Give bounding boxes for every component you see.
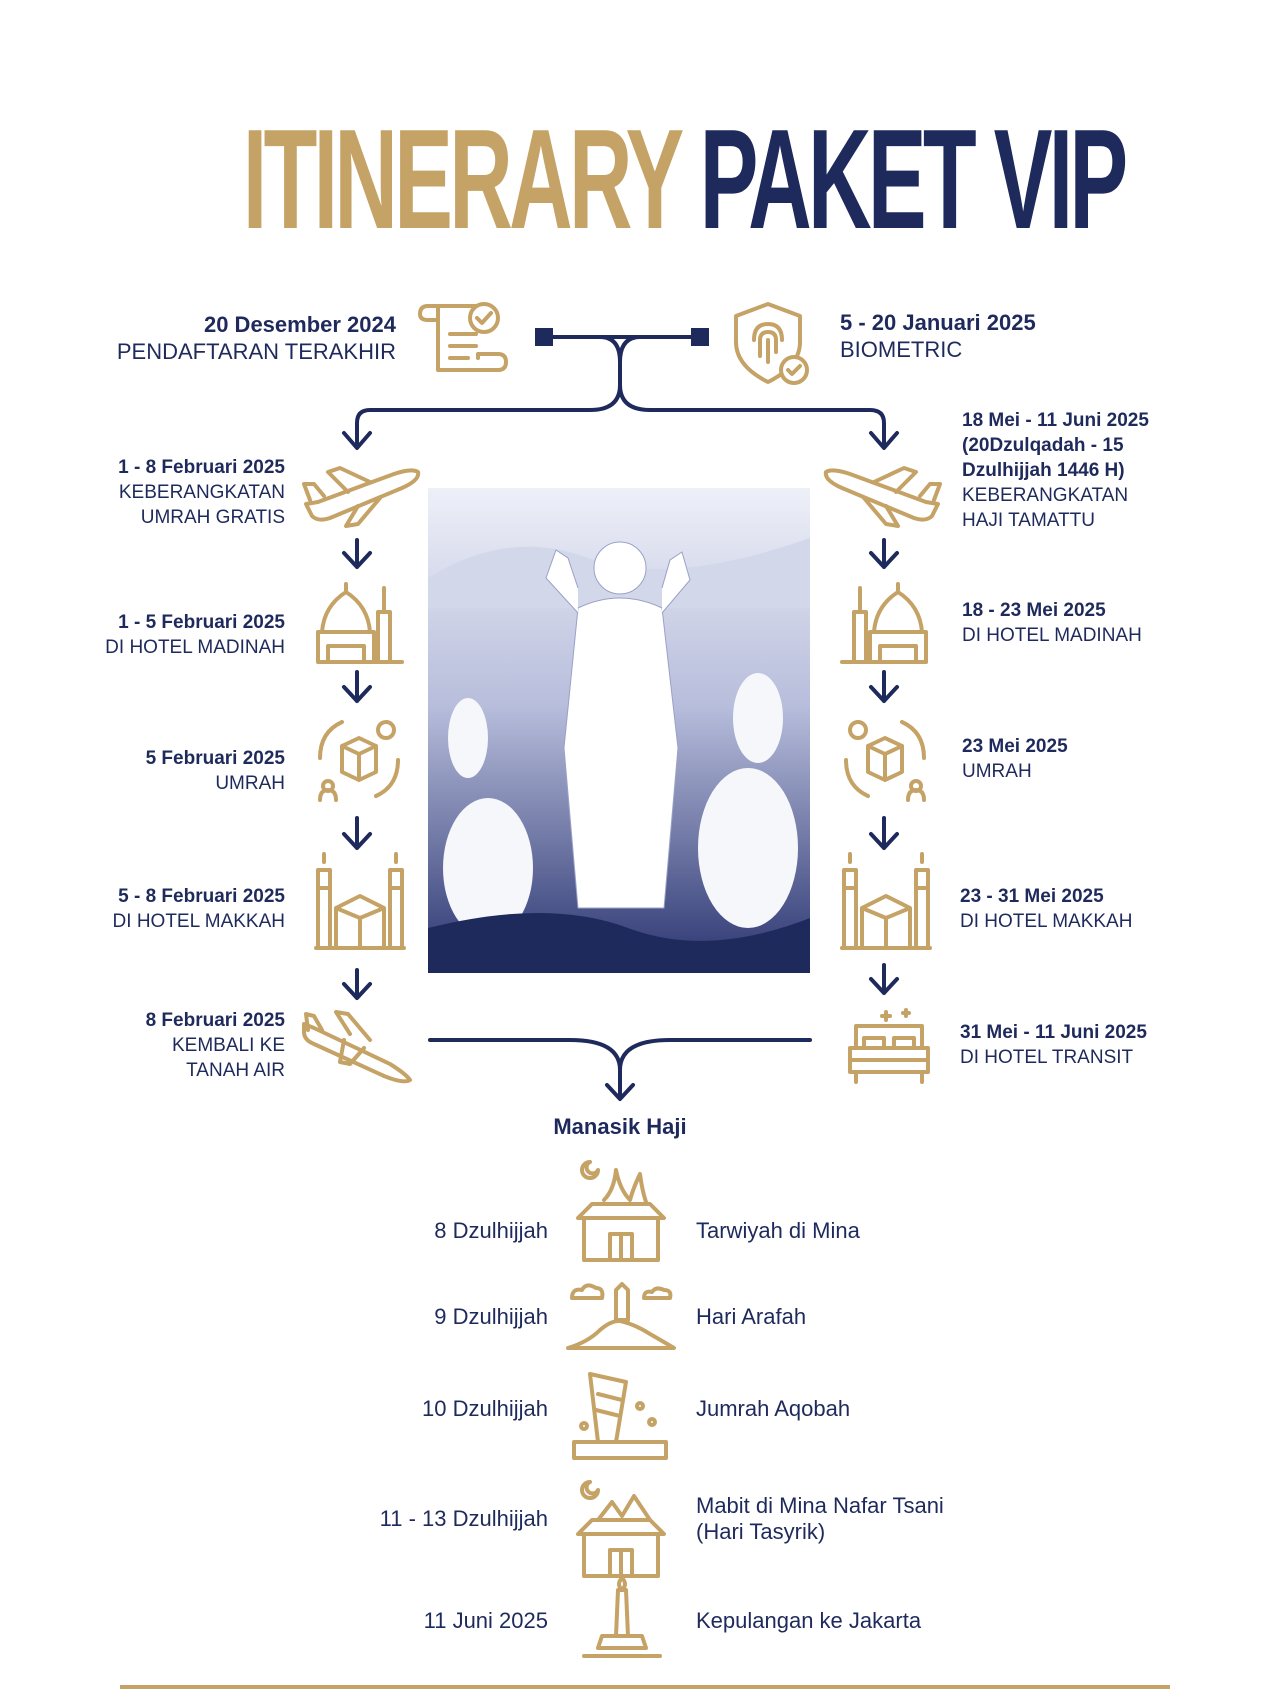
- umrah-step-5-label: KEMBALI KE TANAH AIR: [172, 1035, 285, 1081]
- hajj-step-4: [960, 884, 1260, 934]
- hajj-step-3-date: 23 Mei 2025: [962, 736, 1068, 757]
- manasik-activity-4: Mabit di Mina Nafar Tsani (Hari Tasyrik): [696, 1493, 944, 1544]
- umrah-step-4-label: DI HOTEL MAKKAH: [112, 911, 285, 932]
- manasik-title: Manasik Haji: [553, 1114, 687, 1139]
- airplane-icon: [818, 460, 944, 530]
- jamarat-pillar-icon: [570, 1370, 670, 1462]
- manasik-activity-5: Kepulangan ke Jakarta: [696, 1608, 922, 1633]
- bed-icon: [846, 1008, 932, 1086]
- manasik-activity-1: Tarwiyah di Mina: [696, 1218, 860, 1243]
- manasik-day-1: 8 Dzulhijjah: [434, 1218, 548, 1243]
- title-part-2: PAKET VIP: [699, 100, 1125, 259]
- fingerprint-shield-icon: [730, 300, 814, 388]
- tent-icon: [574, 1476, 668, 1580]
- pilgrim-photo: [428, 488, 810, 973]
- bottom-divider: [120, 1685, 1170, 1689]
- umrah-step-1: [40, 455, 285, 530]
- umrah-step-4: [40, 884, 285, 934]
- mount-arafah-icon: [564, 1280, 678, 1352]
- manasik-day-2: 9 Dzulhijjah: [434, 1304, 548, 1329]
- biometric-step: [840, 309, 1200, 363]
- kaaba-minaret-icon: [314, 848, 406, 952]
- umrah-step-4-date: 5 - 8 Februari 2025: [118, 886, 285, 907]
- umrah-step-3-date: 5 Februari 2025: [145, 748, 285, 769]
- manasik-activity-2: Hari Arafah: [696, 1304, 807, 1329]
- umrah-step-1-date: 1 - 8 Februari 2025: [118, 457, 285, 478]
- hajj-step-5-label: DI HOTEL TRANSIT: [960, 1047, 1134, 1068]
- registration-step: [30, 311, 396, 365]
- hajj-step-3-label: UMRAH: [962, 761, 1032, 782]
- biometric-label: BIOMETRIC: [840, 337, 963, 362]
- umrah-step-5: [40, 1008, 285, 1083]
- hajj-step-5: [960, 1020, 1260, 1070]
- scroll-check-icon: [418, 298, 508, 380]
- manasik-day-4: 11 - 13 Dzulhijjah: [379, 1506, 548, 1531]
- hajj-step-4-label: DI HOTEL MAKKAH: [960, 911, 1133, 932]
- kaaba-cycle-icon: [840, 716, 930, 802]
- manasik-activity-3: Jumrah Aqobah: [696, 1396, 851, 1421]
- title-part-1: ITINERARY: [242, 100, 679, 259]
- registration-date: 20 Desember 2024: [203, 312, 396, 337]
- airplane-icon: [300, 1000, 416, 1086]
- hajj-step-3: [962, 734, 1262, 784]
- mosque-dome-icon: [840, 580, 930, 666]
- mosque-dome-icon: [314, 580, 404, 666]
- hajj-step-1-date: 18 Mei - 11 Juni 2025 (20Dzulqadah - 15 Dzulhijjah 1446 H): [962, 410, 1149, 481]
- hajj-step-4-date: 23 - 31 Mei 2025: [960, 886, 1104, 907]
- umrah-step-2-label: DI HOTEL MADINAH: [105, 637, 285, 658]
- hajj-step-5-date: 31 Mei - 11 Juni 2025: [960, 1022, 1147, 1043]
- hajj-step-1-label: KEBERANGKATAN HAJI TAMATTU: [962, 485, 1129, 531]
- umrah-step-1-label: KEBERANGKATAN UMRAH GRATIS: [118, 482, 285, 528]
- hajj-step-2-date: 18 - 23 Mei 2025: [962, 600, 1106, 621]
- manasik-day-5: 11 Juni 2025: [423, 1608, 548, 1633]
- hajj-step-2-label: DI HOTEL MADINAH: [962, 625, 1142, 646]
- monas-monument-icon: [580, 1576, 664, 1660]
- hajj-step-1: [962, 408, 1262, 533]
- umrah-step-3: [40, 746, 285, 796]
- umrah-step-3-label: UMRAH: [215, 773, 285, 794]
- umrah-step-5-date: 8 Februari 2025: [145, 1010, 285, 1031]
- tent-icon: [574, 1156, 668, 1264]
- umrah-step-2: [40, 610, 285, 660]
- registration-label: PENDAFTARAN TERAKHIR: [116, 339, 396, 364]
- airplane-icon: [300, 460, 426, 530]
- kaaba-cycle-icon: [314, 716, 404, 802]
- manasik-day-3: 10 Dzulhijjah: [422, 1396, 548, 1421]
- umrah-step-2-date: 1 - 5 Februari 2025: [118, 612, 285, 633]
- biometric-date: 5 - 20 Januari 2025: [840, 310, 1036, 335]
- hajj-step-2: [962, 598, 1262, 648]
- kaaba-minaret-icon: [840, 848, 932, 952]
